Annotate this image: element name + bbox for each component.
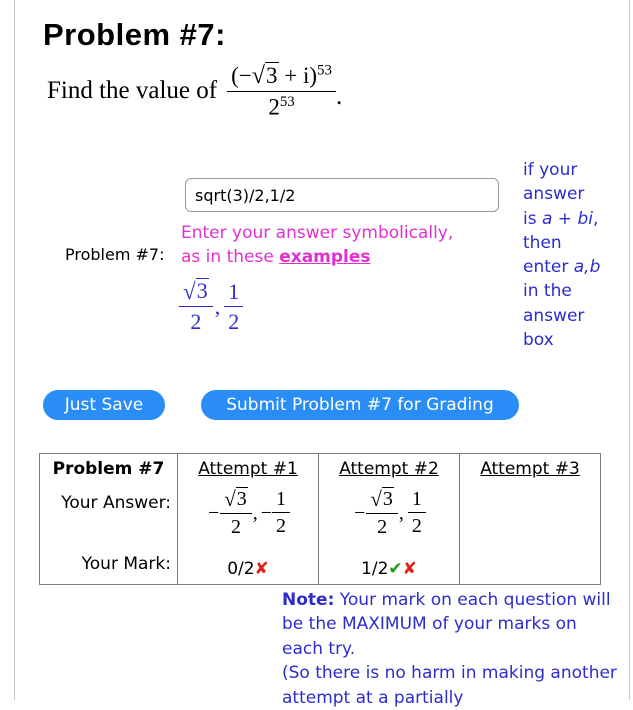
hint-line6: in the <box>523 281 572 302</box>
hint-line5a: enter <box>523 257 574 278</box>
example-sqrt-symbol: √ 3 <box>183 278 208 304</box>
attempt-1-frac1 <box>222 487 250 539</box>
hint-line3a: is <box>523 208 542 229</box>
attempt-2-header[interactable]: Attempt #2 <box>339 459 439 479</box>
problem-question <box>47 62 342 121</box>
attempt-2-neg1: − <box>354 501 366 524</box>
hint-line2: answer <box>523 184 585 205</box>
hint-line5b: a,b <box>573 257 601 278</box>
attempt-1-header[interactable]: Attempt #1 <box>198 459 298 479</box>
question-numerator <box>229 62 334 91</box>
answer-input[interactable] <box>185 178 499 212</box>
attempt-2-answer <box>319 487 459 539</box>
attempt-1-sqrt-symbol: √ 3 <box>224 487 247 511</box>
example-frac1 <box>181 278 211 335</box>
example-sep: , <box>214 293 221 319</box>
attempt-1-num2: 1 <box>276 488 287 510</box>
attempt-1-score: 0/2 <box>227 559 255 579</box>
note-text1: Your mark on each question will be the MAXIMUM of your marks on each try. <box>282 590 611 659</box>
answer-instructions <box>181 221 481 269</box>
attempt-1-frac2 <box>274 488 288 538</box>
hint-line3c: , <box>592 208 599 229</box>
attempts-table <box>39 453 601 585</box>
question-period: . <box>335 82 343 110</box>
attempt-2-check-icon: ✔ <box>388 559 403 579</box>
example-den2: 2 <box>224 306 243 335</box>
attempt-2-num2: 1 <box>411 488 422 510</box>
attempts-labels-column <box>40 454 178 585</box>
numerator-radicand: 3 <box>266 63 278 88</box>
answer-label: Problem #7: <box>65 245 165 264</box>
examples-link[interactable]: examples <box>279 247 371 267</box>
answer-format-hint <box>523 158 618 352</box>
attempt-1-den1: 2 <box>220 513 252 539</box>
example-num1: 3 <box>196 278 208 303</box>
attempt-2-frac2 <box>410 488 424 538</box>
attempt-2-rad: 3 <box>382 488 393 510</box>
attempt-2-score: 1/2 <box>361 559 389 579</box>
denominator-base: 2 <box>268 94 280 120</box>
question-fraction <box>229 62 334 121</box>
attempt-2-den2: 2 <box>408 512 426 538</box>
just-save-button[interactable]: Just Save <box>43 390 165 420</box>
hint-line7: answer <box>523 305 585 326</box>
attempt-1-answer <box>178 487 318 539</box>
grading-note <box>282 588 622 710</box>
your-mark-label: Your Mark: <box>81 554 171 574</box>
hint-line4: then <box>523 232 562 253</box>
question-prefix: Find the value of <box>47 77 218 105</box>
attempt-column-3 <box>460 454 601 585</box>
attempt-2-sqrt-symbol: √ 3 <box>370 487 393 511</box>
attempt-1-rad: 3 <box>236 488 247 510</box>
attempt-1-sep: , <box>252 501 258 524</box>
numerator-open: (− <box>231 63 252 88</box>
problem-title: Problem #7: <box>43 17 226 52</box>
note-text2: (So there is no harm in making another attempt at a partially <box>282 663 617 708</box>
hint-line1: if your <box>523 160 578 180</box>
attempt-1-neg2: − <box>260 501 273 524</box>
example-frac2 <box>226 279 241 335</box>
hint-line3b: a + bi <box>541 208 593 229</box>
numerator-exponent: 53 <box>317 62 332 79</box>
attempt-1-cross-icon: ✘ <box>254 559 269 579</box>
sqrt-symbol: √ 3 <box>251 62 278 89</box>
question-denominator <box>227 91 336 121</box>
attempt-1-den2: 2 <box>272 512 290 538</box>
attempt-3-header[interactable]: Attempt #3 <box>480 459 580 479</box>
your-answer-label: Your Answer: <box>61 493 171 513</box>
attempt-2-frac1 <box>368 487 396 539</box>
attempt-1-neg1: − <box>207 501 220 524</box>
note-label: Note: <box>282 590 335 610</box>
attempt-1-mark <box>178 559 318 579</box>
submit-for-grading-button[interactable]: Submit Problem #7 for Grading <box>201 390 519 420</box>
instruction-line1: Enter your answer symbolically, <box>181 223 454 243</box>
attempt-2-cross-icon: ✘ <box>402 559 417 579</box>
attempt-2-den1: 2 <box>366 513 398 539</box>
attempt-column-2 <box>319 454 460 585</box>
instruction-line2: as in these <box>181 247 280 267</box>
attempt-column-1 <box>178 454 319 585</box>
example-den1: 2 <box>179 306 213 335</box>
example-answer <box>181 278 241 335</box>
denominator-exponent: 53 <box>279 94 295 110</box>
attempt-2-mark <box>319 559 459 579</box>
numerator-rest: + i) <box>278 63 318 88</box>
attempt-2-sep: , <box>398 501 404 524</box>
hint-line8: box <box>523 330 554 351</box>
attempts-header: Problem #7 <box>52 459 165 479</box>
example-num2: 1 <box>228 278 240 304</box>
